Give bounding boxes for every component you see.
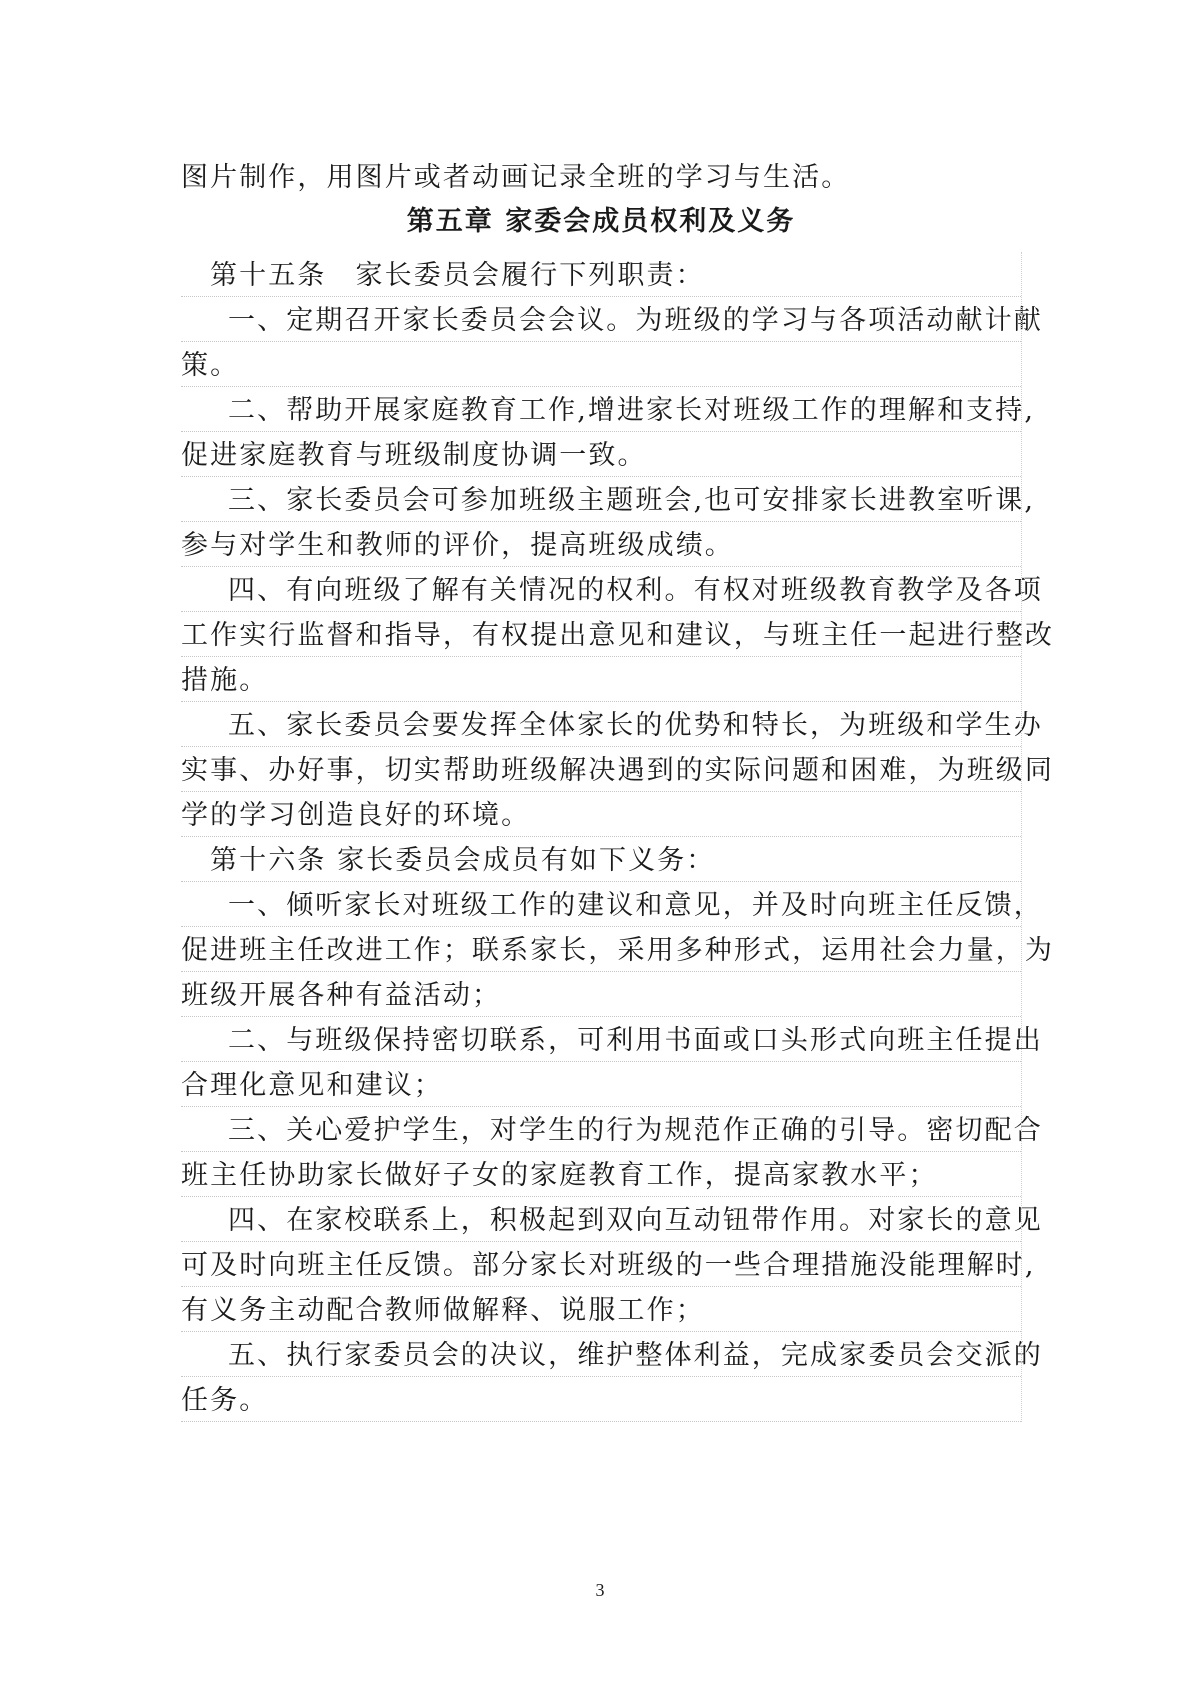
paragraph-line: 二、帮助开展家庭教育工作,增进家长对班级工作的理解和支持, <box>228 395 1036 426</box>
article-heading: 第十六条 家长委员会成员有如下义务： <box>210 845 716 876</box>
paragraph-line: 二、与班级保持密切联系，可利用书面或口头形式向班主任提出 <box>228 1025 1043 1056</box>
paragraph-line: 三、关心爱护学生，对学生的行为规范作正确的引导。密切配合 <box>228 1115 1043 1146</box>
paragraph-line: 促进家庭教育与班级制度协调一致。 <box>181 440 647 471</box>
paragraph-line: 促进班主任改进工作；联系家长，采用多种形式，运用社会力量，为 <box>181 935 1054 966</box>
paragraph-line: 四、在家校联系上，积极起到双向互动钮带作用。对家长的意见 <box>228 1205 1043 1236</box>
paragraph-line: 参与对学生和教师的评价，提高班级成绩。 <box>181 530 734 561</box>
paragraph-line: 策。 <box>181 350 240 381</box>
paragraph-line: 有义务主动配合教师做解释、说服工作； <box>181 1295 705 1326</box>
paragraph-line: 任务。 <box>181 1385 269 1416</box>
paragraph-line: 五、家长委员会要发挥全体家长的优势和特长，为班级和学生办 <box>228 710 1043 741</box>
paragraph-line: 四、有向班级了解有关情况的权利。有权对班级教育教学及各项 <box>228 575 1043 606</box>
paragraph-line: 班主任协助家长做好子女的家庭教育工作，提高家教水平； <box>181 1160 938 1191</box>
paragraph-line: 班级开展各种有益活动； <box>181 980 502 1011</box>
page-number: 3 <box>595 1580 605 1600</box>
paragraph-line: 合理化意见和建议； <box>181 1070 443 1101</box>
paragraph-line: 工作实行监督和指导，有权提出意见和建议，与班主任一起进行整改 <box>181 620 1054 651</box>
paragraph-line: 图片制作，用图片或者动画记录全班的学习与生活。 <box>181 162 851 193</box>
margin-guide <box>1021 252 1022 1422</box>
paragraph-line: 一、定期召开家长委员会会议。为班级的学习与各项活动献计献 <box>228 305 1043 336</box>
paragraph-line: 措施。 <box>181 665 269 696</box>
paragraph-line: 一、倾听家长对班级工作的建议和意见，并及时向班主任反馈， <box>228 890 1043 921</box>
paragraph-line: 三、家长委员会可参加班级主题班会,也可安排家长进教室听课, <box>228 485 1036 516</box>
paragraph-line: 学的学习创造良好的环境。 <box>181 800 531 831</box>
paragraph-line: 实事、办好事，切实帮助班级解决遇到的实际问题和困难，为班级同 <box>181 755 1054 786</box>
article-heading: 第十五条 家长委员会履行下列职责： <box>210 260 705 291</box>
chapter-heading: 第五章 家委会成员权利及义务 <box>406 206 796 237</box>
paragraph-line: 五、执行家委员会的决议，维护整体利益，完成家委员会交派的 <box>228 1340 1043 1371</box>
paragraph-line: 可及时向班主任反馈。部分家长对班级的一些合理措施没能理解时, <box>181 1250 1036 1281</box>
